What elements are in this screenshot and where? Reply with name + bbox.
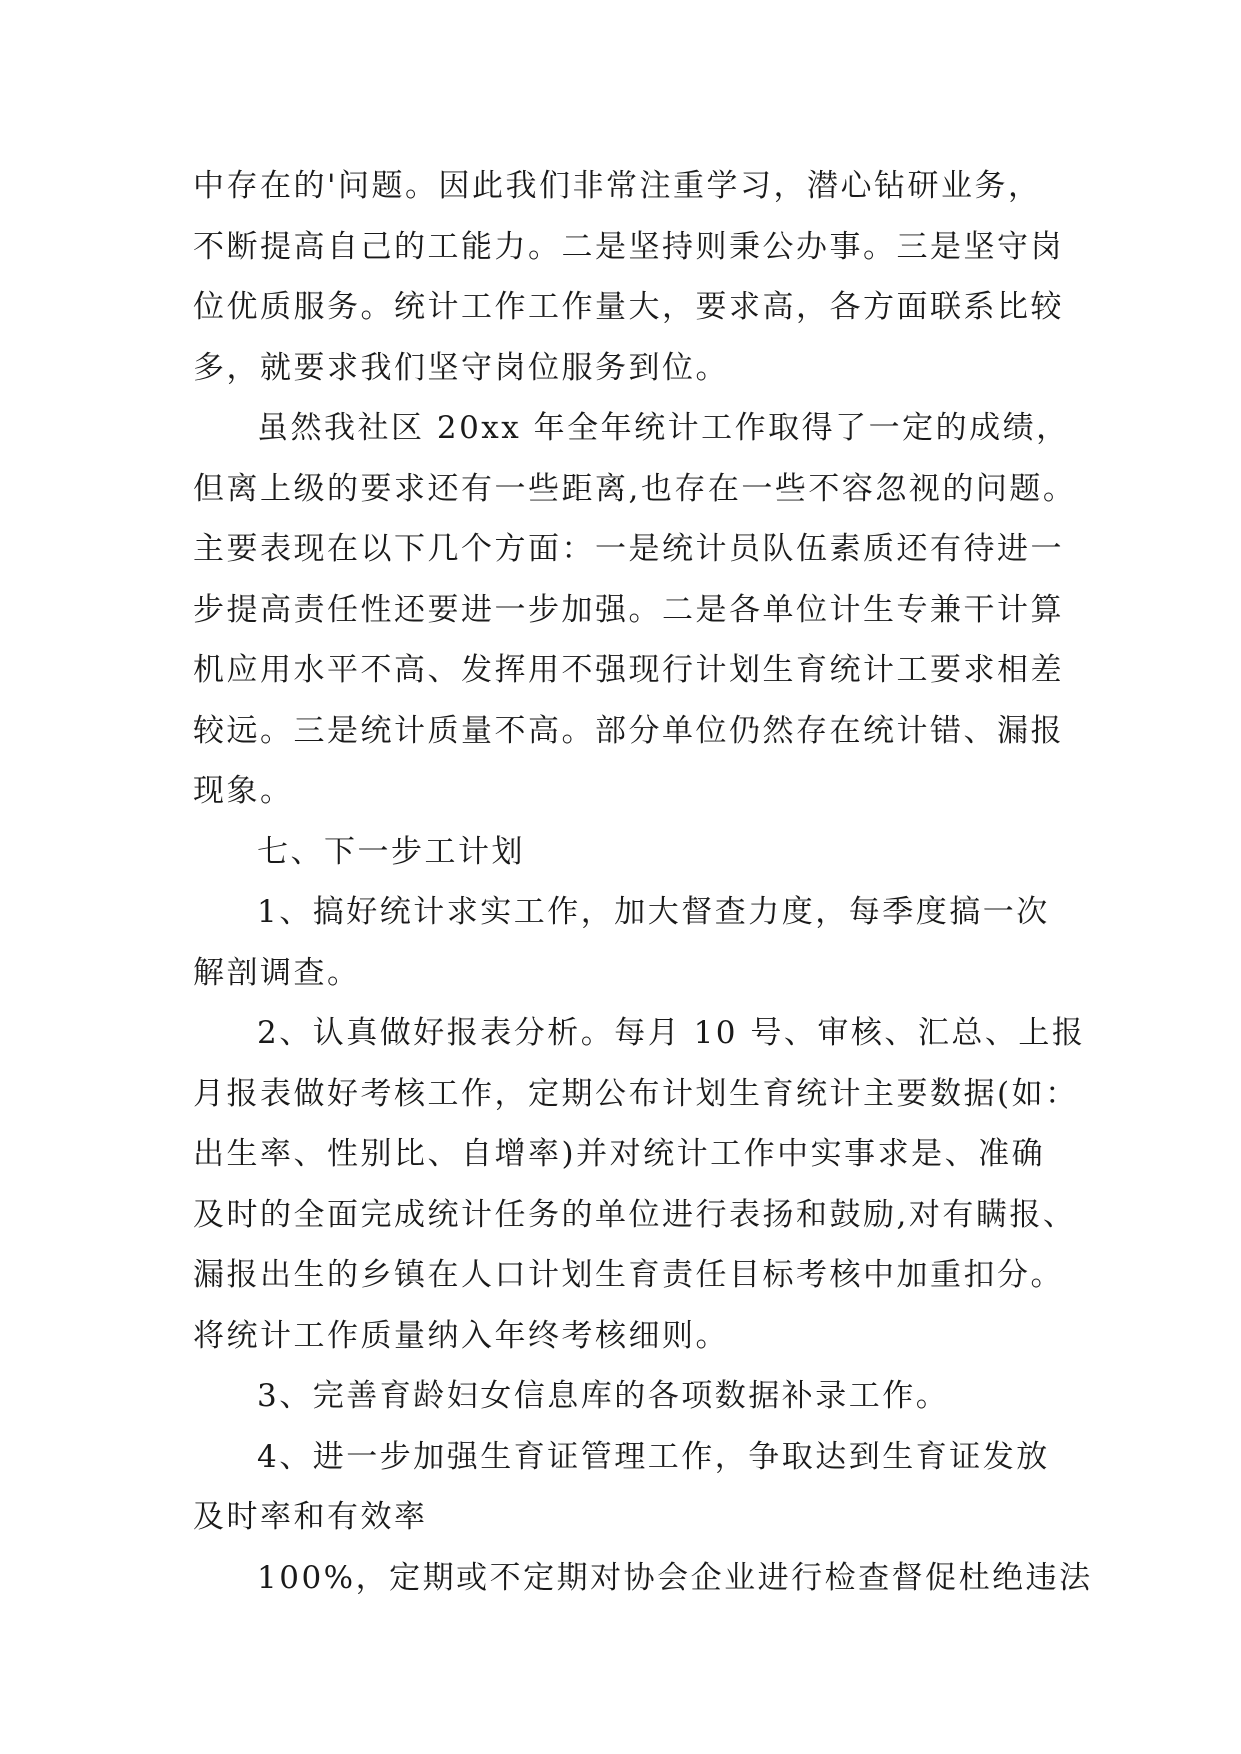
text-line: 较远。三是统计质量不高。部分单位仍然存在统计错、漏报 bbox=[193, 712, 1064, 749]
section-heading: 七、下一步工计划 bbox=[257, 833, 525, 870]
text-line: 100%，定期或不定期对协会企业进行检查督促杜绝违法 bbox=[257, 1559, 1093, 1596]
text-line: 虽然我社区 20xx 年全年统计工作取得了一定的成绩， bbox=[257, 410, 1070, 446]
text-line: 1、搞好统计求实工作，加大督查力度，每季度搞一次 bbox=[257, 894, 1050, 930]
text-line: 及时率和有效率 bbox=[193, 1499, 428, 1535]
text-line: 但离上级的要求还有一些距离,也存在一些不容忽视的问题。 bbox=[193, 470, 1077, 507]
text-line: 月报表做好考核工作，定期公布计划生育统计主要数据(如： bbox=[193, 1075, 1079, 1112]
text-line: 2、认真做好报表分析。每月 10 号、审核、汇总、上报 bbox=[257, 1015, 1086, 1051]
text-line: 漏报出生的乡镇在人口计划生育责任目标考核中加重扣分。 bbox=[193, 1257, 1064, 1293]
text-line: 将统计工作质量纳入年终考核细则。 bbox=[193, 1317, 729, 1354]
text-line: 不断提高自己的工能力。二是坚持则秉公办事。三是坚守岗 bbox=[193, 228, 1064, 265]
text-line: 出生率、性别比、自增率)并对统计工作中实事求是、准确 bbox=[193, 1136, 1046, 1172]
text-line: 多，就要求我们坚守岗位服务到位。 bbox=[193, 349, 729, 386]
text-line: 及时的全面完成统计任务的单位进行表扬和鼓励,对有瞒报、 bbox=[193, 1196, 1077, 1233]
text-line: 现象。 bbox=[193, 773, 294, 809]
body-text bbox=[193, 156, 1093, 1608]
text-line: 3、完善育龄妇女信息库的各项数据补录工作。 bbox=[257, 1378, 950, 1414]
text-line: 位优质服务。统计工作工作量大，要求高，各方面联系比较 bbox=[193, 289, 1064, 325]
text-line: 4、进一步加强生育证管理工作，争取达到生育证发放 bbox=[257, 1438, 1050, 1475]
text-line: 机应用水平不高、发挥用不强现行计划生育统计工要求相差 bbox=[193, 652, 1064, 688]
text-line: 中存在的'问题。因此我们非常注重学习，潜心钻研业务， bbox=[193, 168, 1042, 204]
text-line: 解剖调查。 bbox=[193, 954, 361, 991]
text-line: 步提高责任性还要进一步加强。二是各单位计生专兼干计算 bbox=[193, 591, 1064, 628]
text-line: 主要表现在以下几个方面：一是统计员队伍素质还有待进一 bbox=[193, 531, 1064, 567]
